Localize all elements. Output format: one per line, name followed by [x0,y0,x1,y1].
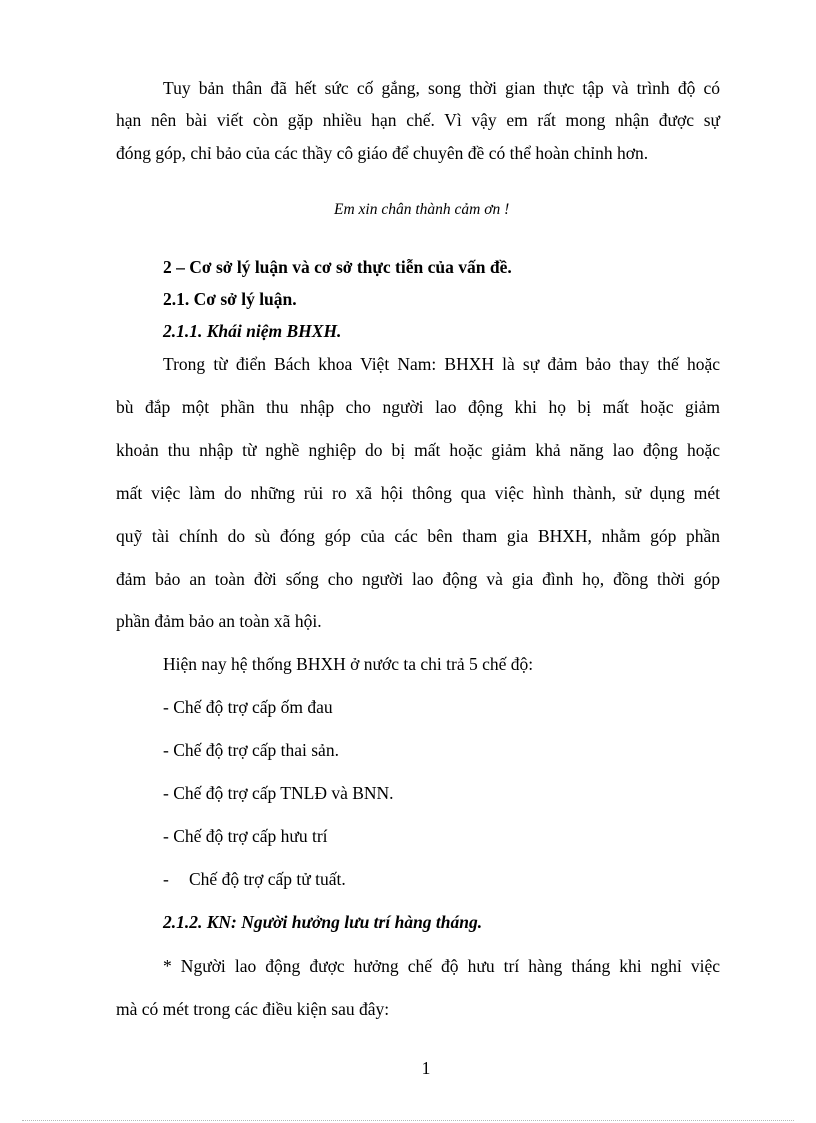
page-number: 1 [421,1058,431,1078]
regime-item-2: - Chế độ trợ cấp thai sản. [163,740,339,760]
subsection-heading: 2.1. Cơ sở lý luận. [163,289,297,309]
definition-line-5: quỹ tài chính do sù đóng góp của các bên tham gia BHXH, nhằm góp phần [116,526,720,546]
regimes-intro: Hiện nay hệ thống BHXH ở nước ta chi trả 5 chế độ: [163,654,534,674]
definition-line-3: khoản thu nhập từ nghề nghiệp do bị mất hoặc giảm khả năng lao động hoặc [116,440,720,460]
footer-divider [22,1120,794,1121]
definition-line-6: đảm bảo an toàn đời sống cho người lao động và gia đình họ, đồng thời góp [116,569,720,589]
intro-line-1: Tuy bản thân đã hết sức cố gắng, song thời gian thực tập và trình độ có [163,78,720,98]
subsubsection-heading-1: 2.1.1. Khái niệm BHXH. [163,321,342,341]
definition-line-4: mất việc làm do những rủi ro xã hội thông qua việc hình thành, sử dụng mét [116,483,720,503]
regime-item-5 [163,868,346,890]
definition-line-1: Trong từ điển Bách khoa Việt Nam: BHXH là sự đảm bảo thay thế hoặc [163,354,720,374]
regime-item-5-dash: - [163,869,169,889]
definition-line-7: phần đảm bảo an toàn xã hội. [116,611,322,631]
pension-line-2: mà có mét trong các điều kiện sau đây: [116,999,390,1019]
subsubsection-heading-2: 2.1.2. KN: Người hưởng lưu trí hàng tháng. [163,912,483,932]
pension-line-1: * Người lao động được hưởng chế độ hưu trí hàng tháng khi nghỉ việc [163,956,720,976]
definition-line-2: bù đắp một phần thu nhập cho người lao động khi họ bị mất hoặc giảm [116,397,720,417]
regime-item-4: - Chế độ trợ cấp hưu trí [163,826,328,846]
regime-item-3: - Chế độ trợ cấp TNLĐ và BNN. [163,783,394,803]
thanks-line: Em xin chân thành cảm ơn ! [334,201,510,218]
intro-line-3: đóng góp, chỉ bảo của các thầy cô giáo để chuyên đề có thể hoàn chỉnh hơn. [116,143,649,163]
regime-item-5-text: Chế độ trợ cấp tử tuất. [189,869,346,889]
intro-line-2: hạn nên bài viết còn gặp nhiều hạn chế. Vì vậy em rất mong nhận được sự [116,110,720,130]
regime-item-1: - Chế độ trợ cấp ốm đau [163,697,333,717]
section-heading: 2 – Cơ sở lý luận và cơ sở thực tiễn của vấn đề. [163,257,512,277]
